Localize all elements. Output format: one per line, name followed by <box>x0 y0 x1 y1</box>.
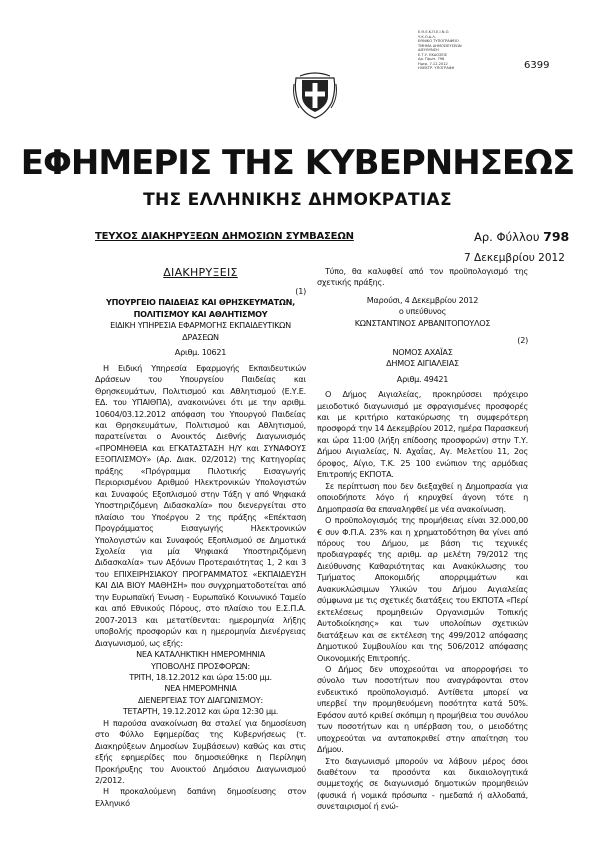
notice-paragraph: Ο Δήμος δεν υποχρεούται να απορροφήσει το σύνολο των ποσοτήτων που αναγράφονται στον ενδεικτικό προϋπολογισμό. Αντίθετα μπορεί να υπερβεί την προμηθευόμενη ποσότητα κατά 50%. Εφόσον αυτό κριθεί σκόπιμη η προμήθεια του συνόλου των ποσοτήτων και η υπέρβαση του, ο μειοδότης υποχρεούται να ανταποκριθεί στην απαίτηση του Δήμου. <box>317 663 528 755</box>
coat-of-arms-icon <box>290 70 340 120</box>
electronic-signature-stamp <box>418 30 496 71</box>
stamp-line: Υ.Κ.Ο.Δ.Λ. <box>418 34 437 39</box>
prefecture-name: ΝΟΜΟΣ ΑΧΑΪΑΣ <box>392 346 453 357</box>
notice-paragraph: Τύπο, θα καλυφθεί από τον προϋπολογισμό της σχετικής πράξης. <box>317 266 528 288</box>
stamp-line: ΕΘΝΙΚΟ ΤΥΠΟΓΡΑΦΕΙΟ <box>418 39 459 43</box>
stamp-line: Ε.Θ.Ε.Κ.Π.Ε.Ι.Ν.Ο. <box>418 30 450 34</box>
sheet-value: 798 <box>543 229 570 244</box>
stamp-line: ΤΜΗΜΑ ΔΗΜΟΣΙΕΥΣΕΩΝ <box>418 43 462 48</box>
submission-heading: ΥΠΟΒΟΛΗΣ ΠΡΟΣΦΟΡΩΝ: <box>151 660 250 671</box>
sheet-label: Αρ. Φύλλου <box>474 230 540 244</box>
notice-paragraph: Ο Δήμος Αιγιαλείας, προκηρύσσει πρόχειρο μειοδοτικό διαγωνισμό με σφραγισμένες προσφορές και με κριτήριο κατακύρωσης τη συμφερότερη προσφορά την 14 Δεκεμβρίου 2012, ημέρα Παρασκευή και ώρα 11:00 (λήξη επίδοσης προσφορών) στην Τ.Υ. Δήμου Αιγιαλείας, Ν. Αχαΐας, Αγ. Μελετίου 11, 2ος όροφος, Αίγιο, Τ.Κ. 25 100 ενώπιον της αρμόδιας Επιτροπής ΕΚΠΟΤΑ. <box>317 389 528 480</box>
signer-name: ΚΩΝΣΤΑΝΤΙΝΟΣ ΑΡΒΑΝΙΤΟΠΟΥΛΟΣ <box>354 317 491 328</box>
ministry-name: ΥΠΟΥΡΓΕΙΟ ΠΑΙΔΕΙΑΣ ΚΑΙ ΘΡΗΣΚΕΥΜΑΤΩΝ, ΠΟΛΙΤΙΣΜΟΥ ΚΑΙ ΑΘΛΗΤΙΣΜΟΥ <box>106 297 295 319</box>
unit-name: ΕΙΔΙΚΗ ΥΠΗΡΕΣΙΑ ΕΦΑΡΜΟΓΗΣ ΕΚΠΑΙΔΕΥΤΙΚΩΝ ΔΡΑΣΕΩΝ <box>110 320 291 342</box>
notice-paragraph: Στο διαγωνισμό μπορούν να λάβουν μέρος όσοι διαθέτουν τα προσόντα και δικαιολογητικά συμμετοχής σε διαγωνισμό δημοτικών προμηθειών (φυσικά ή νομικά πρόσωπα - ημεδαπά ή αλλοδαπά, συνεταιρισμοί ή ενώ- <box>317 755 528 812</box>
issue-type: ΤΕΥΧΟΣ ΔΙΑΚΗΡΥΞΕΩΝ ΔΗΜΟΣΙΩΝ ΣΥΜΒΑΣΕΩΝ <box>95 231 354 242</box>
stamp-line: Αρ. Πρωτ. 798 <box>418 57 445 61</box>
gazette-subtitle: ΤΗΣ ΕΛΛΗΝΙΚΗΣ ΔΗΜΟΚΡΑΤΙΑΣ <box>143 190 452 210</box>
stamp-line: Ημερ. 7.12.2012 <box>418 61 448 66</box>
notice-paragraph: Η προκαλούμενη δαπάνη δημοσίευσης στον Ελληνικό <box>95 786 306 808</box>
reference-number: Αριθμ. 10621 <box>174 347 227 358</box>
place-date: Μαρούσι, 4 Δεκεμβρίου 2012 <box>366 294 479 305</box>
stamp-line: ΔΙΕΥΘΥΝΣΗ <box>418 48 439 52</box>
notice-paragraph: Σε περίπτωση που δεν διεξαχθεί η Δημοπρασία για οποιοδήποτε λόγο ή κηρυχθεί άγονη τότε η Δημοπρασία θα επαναληφθεί με νέα ανακοίνωση. <box>317 480 528 514</box>
new-date-heading: ΝΕΑ ΗΜΕΡΟΜΗΝΙΑ <box>164 683 237 694</box>
notice-paragraph: Η Ειδική Υπηρεσία Εφαρμογής Εκπαιδευτικών Δράσεων του Υπουργείου Παιδείας και Θρησκευμάτων, Πολιτισμού και Αθλητισμού (Ε.Υ.Ε. ΕΔ. του ΥΠΑΙΘΠΑ), ανακοινώνει ότι με την αριθμ. 10604/03.12.2012 απόφαση του Υπουργού Παιδείας και Θρησκευμάτων, Πολιτισμού και Αθλητισμού, παρατείνεται ο Ανοικτός Διεθνής Διαγωνισμός «ΠΡΟΜΗΘΕΙΑ και ΕΓΚΑΤΑΣΤΑΣΗ Η/Υ και ΣΥΝΑΦΟΥΣ ΕΞΟΠΛΙΣΜΟΥ» (Αρ. Διακ. 02/2012) της Κατηγορίας πράξης «Πρόγραμμα Πιλοτικής Εισαγωγής Περιορισμένου Αριθμού Ηλεκτρονικών Υπολογιστών και Συναφούς Εξοπλισμού στην Τάξη γ από Ψηφιακά Υποστηριζόμενη Διδασκαλία» που διενεργείται στο πλαίσιο του Υποέργου 2 της πράξης «Επέκταση Προγράμματος Εισαγωγής Ηλεκτρονικών Υπολογιστών και Συναφούς Εξοπλισμού σε Δημοτικά Σχολεία για μία Ψηφιακά Υποστηριζόμενη Διδασκαλία» των Αξόνων Προτεραιότητας 1, 2 και 3 του ΕΠΙΧΕΙΡΗΣΙΑΚΟΥ ΠΡΟΓΡΑΜΜΑΤΟΣ «ΕΚΠΑΙΔΕΥΣΗ ΚΑΙ ΔΙΑ ΒΙΟΥ ΜΑΘΗΣΗ» που συγχρηματοδοτείται από την Ευρωπαϊκή Ένωση - Ευρωπαϊκό Κοινωνικό Ταμείο και από Εθνικούς Πόρους, στο πλαίσιο του Ε.Σ.Π.Α. 2007-2013 και μετατίθενται: ημερομηνία λήξης υποβολής προσφορών και η ημερομηνία Διενέργειας Διαγωνισμού, ως εξής: <box>95 362 306 648</box>
notice-number: (1) <box>295 286 306 296</box>
section-heading: ΔΙΑΚΗΡΥΞΕΙΣ <box>163 266 238 279</box>
notice-paragraph: Ο προϋπολογισμός της προμήθειας είναι 32.000,00 € συν Φ.Π.Α. 23% και η χρηματοδότηση θα γίνει από πόρους του Δήμου, με βάση τις τεχνικές προδιαγραφές της αριθμ. αρ μελέτη 79/2012 της Διεύθυνσης Καθαριότητας και Ανακύκλωσης του Τμήματος Αποκομιδής απορριμμάτων και Ανακυκλώσιμων Υλικών του Δήμου Αιγιαλείας σύμφωνα με τις σχετικές διατάξεις του ΕΚΠΟΤΑ «Περί εκτελέσεως προμηθειών Οργανισμών Τοπικής Αυτοδιοίκησης» και των υπολοίπων σχετικών διατάξεων και σε εκτέλεση της 499/2012 απόφασης Δημοτικού Συμβουλίου και της 506/2012 απόφασης Οικονομικής Επιτροπής. <box>317 515 528 663</box>
notice-paragraph: Η παρούσα ανακοίνωση θα σταλεί για δημοσίευση στο Φύλλο Εφημερίδας της Κυβερνήσεως (τ. Διακηρύξεων Δημοσίων Συμβάσεων) καθώς και στις εξής εφημερίδες που δημοσιεύθηκε η Περίληψη Προκήρυξης του Ανοικτού Δημόσιου Διαγωνισμού 2/2012. <box>95 717 306 786</box>
municipality-name: ΔΗΜΟΣ ΑΙΓΙΑΛΕΙΑΣ <box>386 358 459 369</box>
stamp-line: Ε.Τ.Υ. ΕΚΔΟΣΕΙΣ <box>418 52 448 57</box>
stamp-line: ΗΛΕΚΤΡ. ΥΠΟΓΡΑΦΗ <box>418 66 455 70</box>
signer-title: ο υπεύθυνος <box>398 306 447 317</box>
notice-number: (2) <box>517 335 528 346</box>
tender-heading: ΔΙΕΝΕΡΓΕΙΑΣ ΤΟΥ ΔΙΑΓΩΝΙΣΜΟΥ: <box>138 694 263 705</box>
submission-date: ΤΡΙΤΗ, 18.12.2012 και ώρα 15:00 μμ. <box>129 671 272 682</box>
deadline-heading: ΝΕΑ ΚΑΤΑΛΗΚΤΙΚΗ ΗΜΕΡΟΜΗΝΙΑ <box>136 649 265 660</box>
right-column <box>317 266 528 813</box>
page-number: 6399 <box>524 60 550 71</box>
sheet-number <box>474 229 569 244</box>
gazette-title: ΕΦΗΜΕΡΙΣ ΤΗΣ ΚΥΒΕΡΝΗΣΕΩΣ <box>20 143 575 183</box>
reference-number: Αριθμ. 49421 <box>396 373 449 384</box>
tender-date: ΤΕΤΑΡΤΗ, 19.12.2012 και ώρα 12:30 μμ. <box>122 706 279 717</box>
left-column <box>95 266 306 809</box>
issue-date: 7 Δεκεμβρίου 2012 <box>464 252 565 264</box>
